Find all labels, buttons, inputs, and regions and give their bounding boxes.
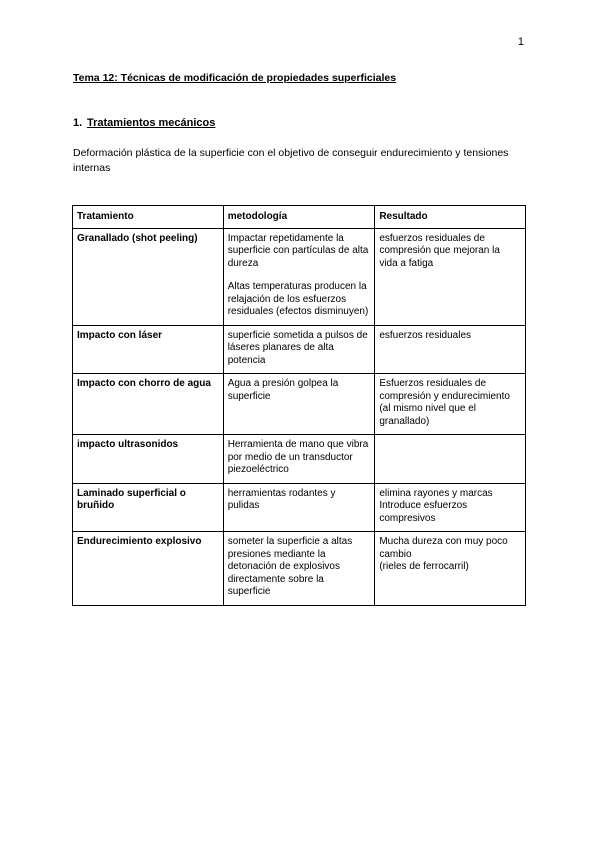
result-cell	[375, 532, 526, 606]
table-row	[73, 325, 526, 374]
methodology-text: Herramienta de mano que vibra por medio de un transductor piezoeléctrico	[227, 439, 369, 475]
treatments-table	[72, 205, 526, 606]
table-row	[73, 374, 526, 435]
intro-paragraph: Deformación plástica de la superficie con el objetivo de conseguir endurecimiento y tensiones internas	[73, 147, 509, 174]
section-heading	[73, 117, 215, 129]
treatment-cell: impacto ultrasonidos	[73, 435, 224, 484]
page-number: 1	[517, 36, 524, 48]
document-title: Tema 12: Técnicas de modificación de propiedades superficiales	[73, 72, 397, 84]
treatment-cell: Endurecimiento explosivo	[73, 532, 224, 606]
methodology-cell	[223, 483, 375, 532]
methodology-text: someter la superficie a altas presiones mediante la detonación de explosivos directamente sobre la superficie	[227, 536, 353, 597]
table-row	[73, 483, 526, 532]
result-cell	[375, 483, 526, 532]
treatment-cell: Impacto con láser	[73, 325, 224, 374]
methodology-cell	[223, 435, 375, 484]
treatment-cell: Granallado (shot peeling)	[73, 228, 224, 325]
result-text-2: (rieles de ferrocarril)	[379, 561, 469, 572]
result-text: Esfuerzos residuales de compresión y endurecimiento (al mismo nivel que el granallado)	[379, 378, 510, 427]
table-header-row	[73, 206, 526, 229]
methodology-cell	[223, 228, 375, 325]
methodology-text: superficie sometida a pulsos de láseres planares de alta potencia	[227, 329, 368, 366]
methodology-text: Agua a presión golpea la superficie	[227, 378, 339, 402]
result-text: esfuerzos residuales de compresión que mejoran la vida a fatiga	[379, 232, 500, 269]
methodology-note: Altas temperaturas producen la relajación de los esfuerzos residuales (efectos disminuyen)	[227, 281, 369, 317]
header-methodology: metodología	[223, 206, 375, 229]
result-text: esfuerzos residuales	[379, 329, 472, 341]
result-cell	[375, 228, 526, 325]
methodology-text: Impactar repetidamente la superficie con partículas de alta dureza	[227, 232, 369, 269]
result-cell	[375, 374, 526, 435]
table-row	[73, 228, 526, 325]
result-text: Mucha dureza con muy poco cambio	[379, 536, 508, 560]
result-text: elimina rayones y marcas	[379, 487, 493, 499]
methodology-cell	[223, 374, 375, 435]
treatment-cell: Impacto con chorro de agua	[73, 374, 224, 435]
table-row	[73, 435, 526, 484]
result-cell	[375, 325, 526, 374]
result-cell	[375, 435, 526, 484]
result-text-2: Introduce esfuerzos compresivos	[379, 500, 468, 524]
header-result: Resultado	[375, 206, 526, 229]
methodology-cell	[223, 325, 375, 374]
methodology-cell	[223, 532, 375, 606]
treatment-cell: Laminado superficial o bruñido	[73, 483, 224, 532]
table-row	[73, 532, 526, 606]
section-label: Tratamientos mecánicos	[87, 117, 216, 129]
section-number: 1.	[73, 117, 83, 129]
header-treatment: Tratamiento	[73, 206, 224, 229]
methodology-text: herramientas rodantes y pulidas	[227, 487, 336, 511]
